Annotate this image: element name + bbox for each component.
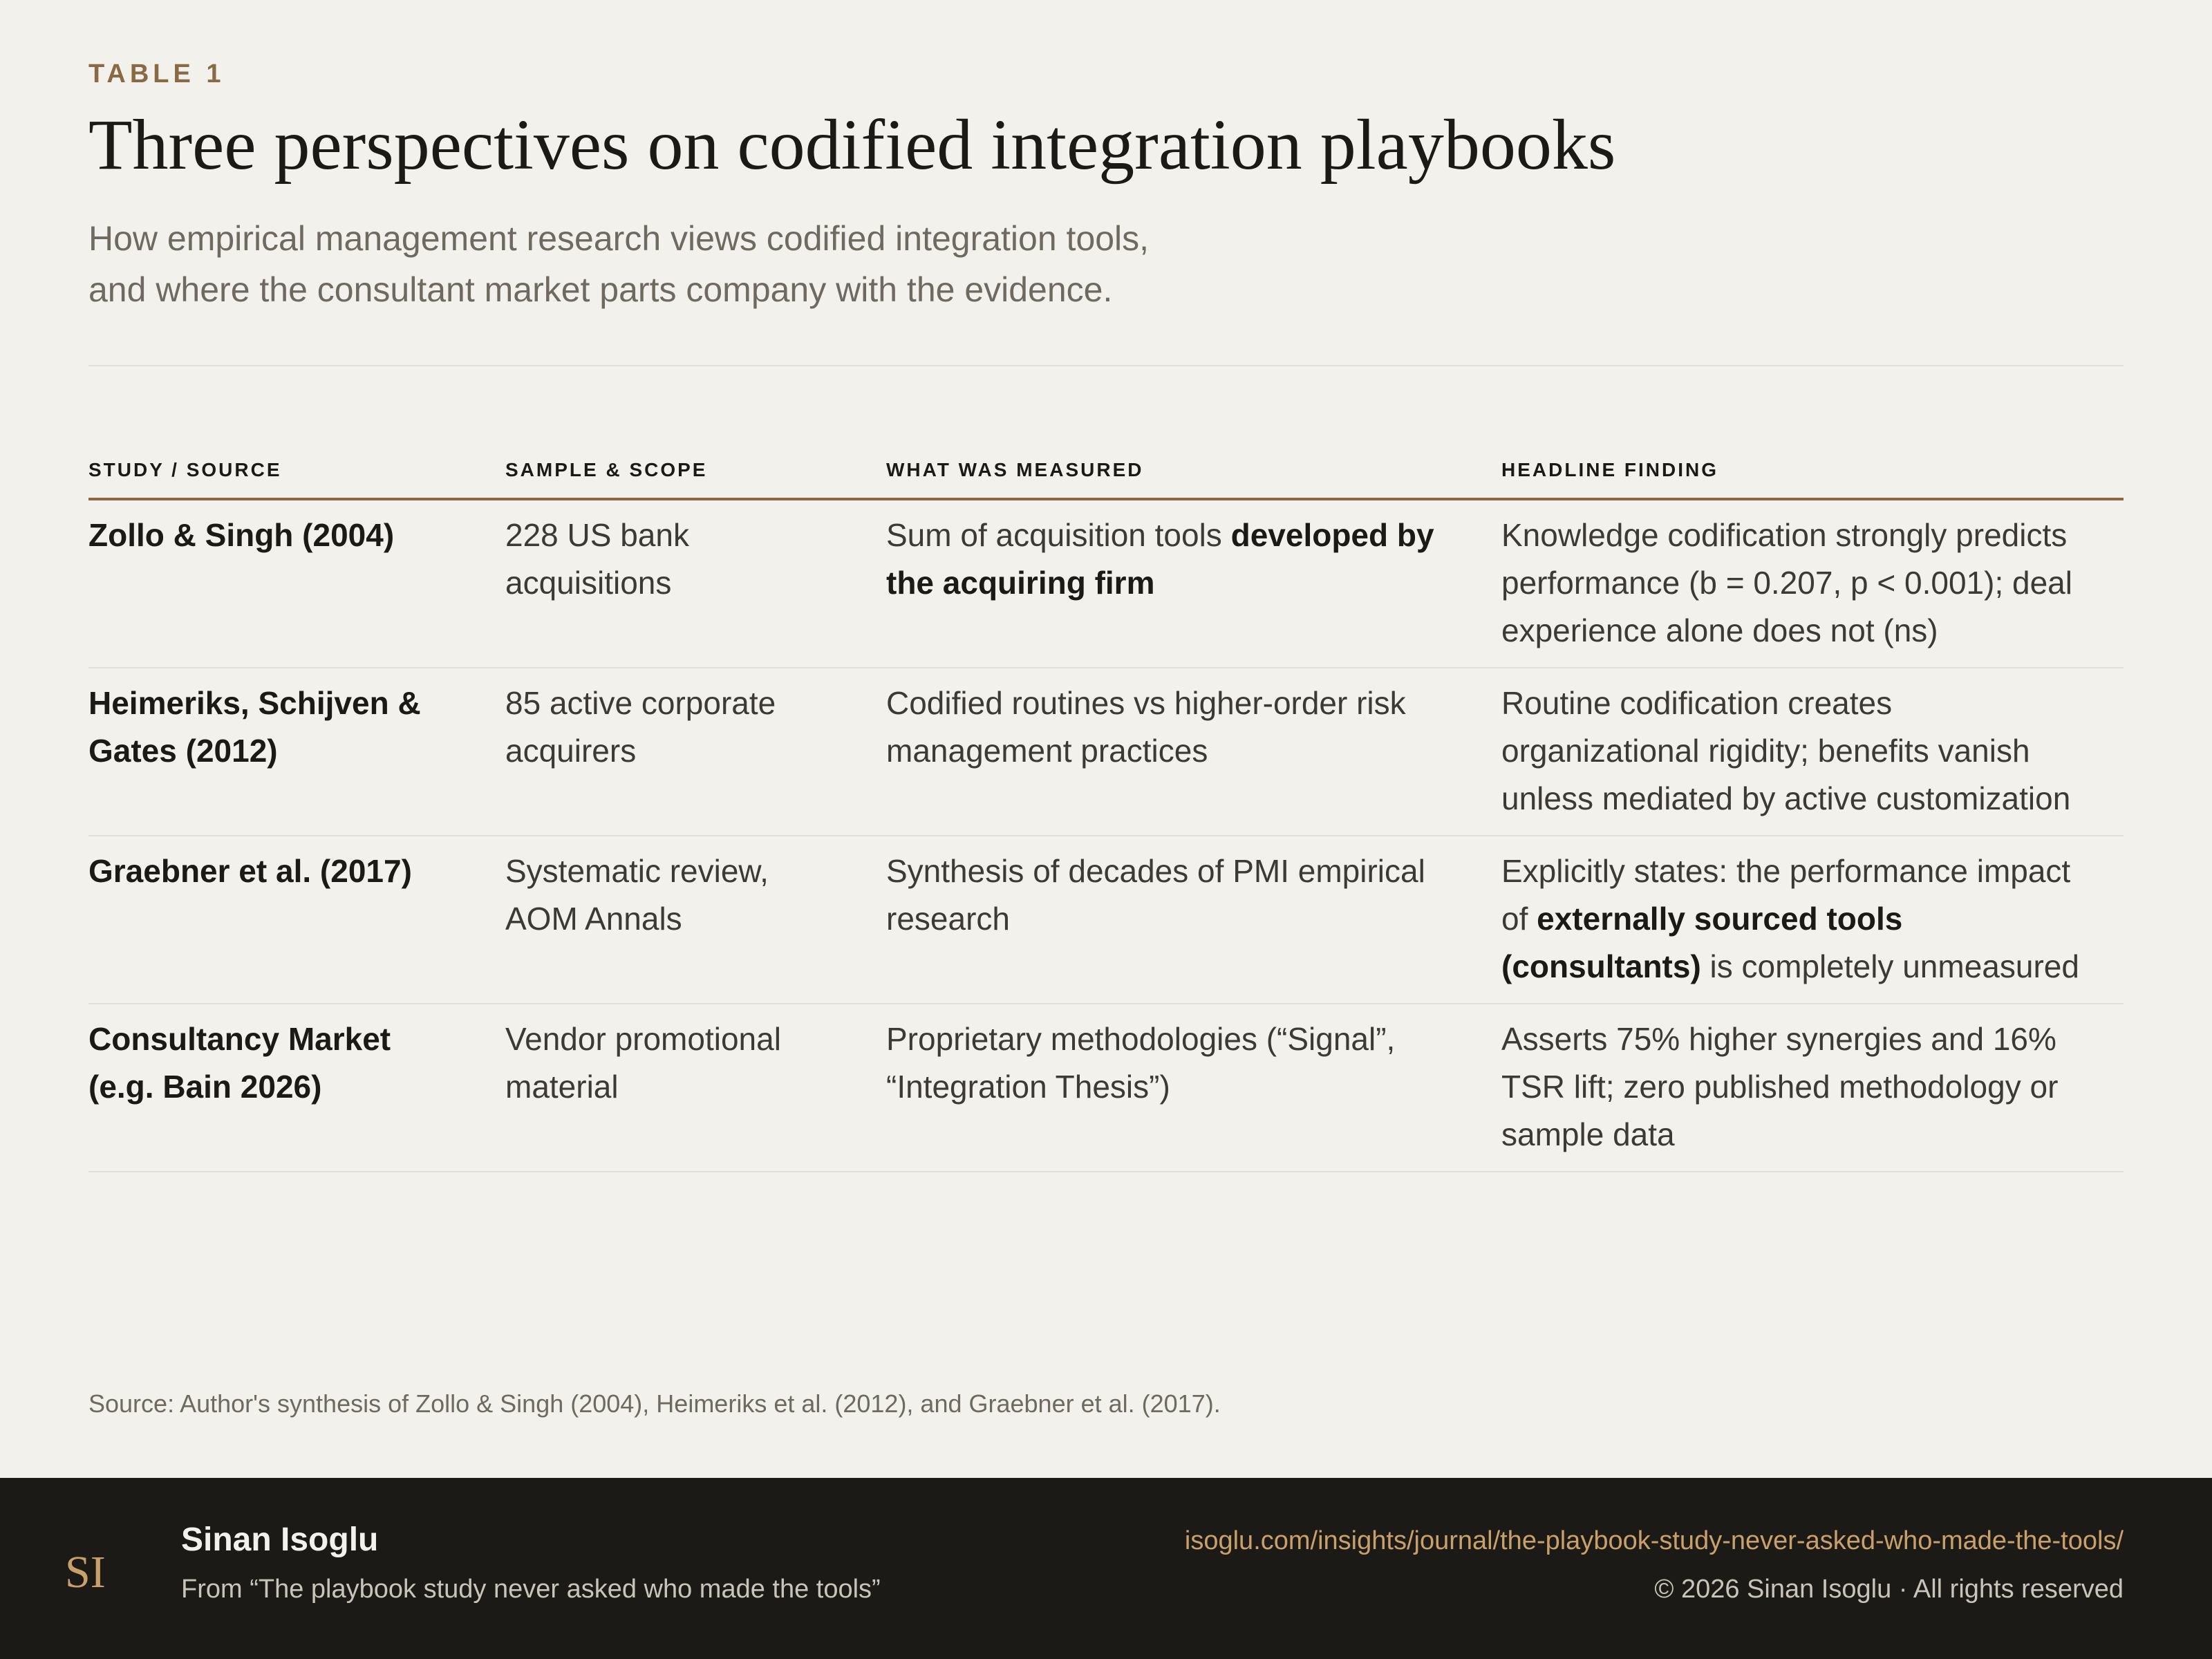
cell-sample: 228 US bank acquisitions (505, 499, 886, 668)
measured-text: Synthesis of decades of PMI empirical research (886, 853, 1425, 937)
article-reference: From “The playbook study never asked who made the tools” (181, 1575, 881, 1604)
measured-emphasis: developed by the acquiring firm (886, 517, 1434, 601)
finding-text: Explicitly states: the performance impact of (1501, 853, 2071, 937)
table-row (88, 1004, 2124, 1172)
cell-measured (886, 668, 1501, 836)
cell-finding (1501, 668, 2124, 836)
author-name: Sinan Isoglu (181, 1521, 379, 1558)
column-header-study: STUDY / SOURCE (88, 442, 505, 499)
subtitle-line-1: How empirical management research views codified integration tools, (88, 219, 1150, 258)
finding-text: Routine codification creates organizational rigidity; benefits vanish unless mediated by active customization (1501, 685, 2071, 816)
subtitle-line-2: and where the consultant market parts company with the evidence. (88, 270, 1113, 309)
finding-emphasis: externally sourced tools (consultants) (1501, 901, 1903, 984)
cell-measured (886, 1004, 1501, 1172)
source-note: Source: Author's synthesis of Zollo & Singh (2004), Heimeriks et al. (2012), and Graebner et al. (2017). (88, 1389, 1221, 1418)
cell-study: Heimeriks, Schijven & Gates (2012) (88, 668, 505, 836)
table-row (88, 499, 2124, 668)
cell-finding (1501, 1004, 2124, 1172)
table-row (88, 668, 2124, 836)
cell-finding (1501, 836, 2124, 1004)
cell-sample: Systematic review, AOM Annals (505, 836, 886, 1004)
cell-study: Graebner et al. (2017) (88, 836, 505, 1004)
cell-study: Zollo & Singh (2004) (88, 499, 505, 668)
finding-text: Knowledge codification strongly predicts performance (b = 0.207, p < 0.001); deal experience alone does not (ns) (1501, 517, 2072, 648)
finding-text-tail: is completely unmeasured (1700, 948, 2079, 984)
table-row (88, 836, 2124, 1004)
copyright-notice: © 2026 Sinan Isoglu · All rights reserved (1654, 1575, 2124, 1604)
finding-text: Asserts 75% higher synergies and 16% TSR lift; zero published methodology or sample data (1501, 1021, 2059, 1152)
comparison-table (88, 442, 2124, 1172)
measured-text: Sum of acquisition tools (886, 517, 1231, 553)
cell-finding (1501, 499, 2124, 668)
header-divider (88, 365, 2124, 366)
cell-measured (886, 836, 1501, 1004)
article-link[interactable]: isoglu.com/insights/journal/the-playbook-study-never-asked-who-made-the-tools/ (1184, 1526, 2124, 1555)
cell-sample: Vendor promotional material (505, 1004, 886, 1172)
page-title: Three perspectives on codified integration playbooks (88, 105, 1616, 185)
monogram-logo-icon (64, 1540, 119, 1602)
table-header-row (88, 442, 2124, 499)
column-header-finding: HEADLINE FINDING (1501, 442, 2124, 499)
footer (0, 1478, 2212, 1659)
measured-text: Codified routines vs higher-order risk management practices (886, 685, 1406, 769)
cell-sample: 85 active corporate acquirers (505, 668, 886, 836)
cell-study: Consultancy Market (e.g. Bain 2026) (88, 1004, 505, 1172)
page-subtitle (88, 213, 1333, 315)
measured-text: Proprietary methodologies (“Signal”, “Integration Thesis”) (886, 1021, 1396, 1105)
monogram-logo-text: SI (65, 1547, 106, 1597)
column-header-sample: SAMPLE & SCOPE (505, 442, 886, 499)
table-label: TABLE 1 (88, 59, 225, 88)
column-header-measured: WHAT WAS MEASURED (886, 442, 1501, 499)
cell-measured (886, 499, 1501, 668)
